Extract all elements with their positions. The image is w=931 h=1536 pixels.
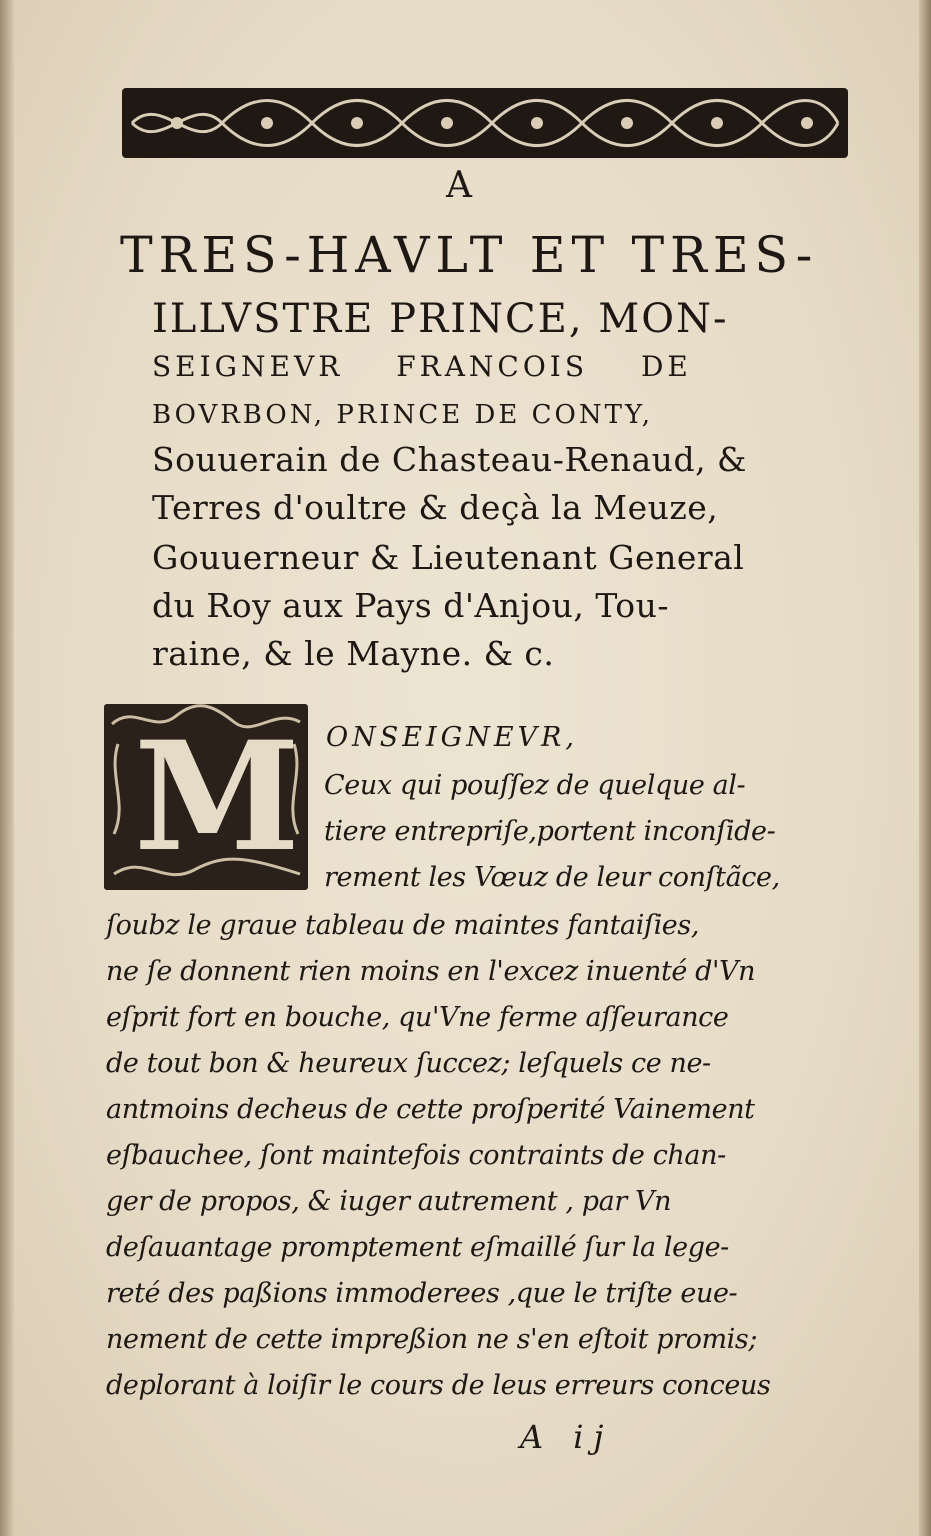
body-line-11: deſauantage promptement eſmaillé ſur la lege- [106,1232,729,1263]
heading-line-7: Gouuerneur & Lieutenant General [152,538,745,577]
body-line-8: antmoins decheus de cette proſperité Vainement [106,1094,755,1125]
heading-line-1: TRES-HAVLT ET TRES- [120,226,819,284]
body-line-9: eſbauchee, ſont maintefois contraints de chan- [106,1140,726,1171]
body-line-2: tiere entrepriſe,portent inconſide- [324,816,776,847]
body-line-5: ne ſe donnent rien moins en l'excez inuenté d'Vn [106,956,756,987]
heading-line-2: ILLVSTRE PRINCE, MON- [152,296,729,342]
heading-prefix: A [446,165,474,206]
body-line-4: ſoubz le graue tableau de maintes fantaiſies, [106,910,700,941]
body-line-1: Ceux qui pouſſez de quelque al- [324,770,746,801]
page-gutter [0,0,14,1536]
heading-line-8: du Roy aux Pays d'Anjou, Tou- [152,586,670,625]
heading-line-5: Souuerain de Chasteau-Renaud, & [152,440,747,479]
body-line-13: nement de cette impreßion ne s'en eſtoit promis; [106,1324,758,1355]
heading-line-3: SEIGNEVR FRANCOIS DE [152,350,692,383]
body-line-14: deplorant à loiſir le cours de leus erreurs conceus [106,1370,771,1401]
body-line-3: rement les Vœuz de leur conſtãce, [324,862,780,893]
body-line-12: reté des paßions immoderees ,que le triſte eue- [106,1278,738,1309]
ornamental-headpiece [122,88,848,158]
heading-line-4: BOVRBON, PRINCE DE CONTY, [152,400,654,430]
body-line-7: de tout bon & heureux ſuccez; leſquels ce ne- [106,1048,711,1079]
heading-line-9: raine, & le Mayne. & c. [152,634,555,673]
salutation: ONSEIGNEVR, [326,722,578,753]
signature-mark: A ij [520,1418,614,1456]
decorated-initial [104,704,308,890]
dropcap-letter: M [134,709,301,885]
heading-line-6: Terres d'oultre & deçà la Meuze, [152,488,719,527]
body-line-10: ger de propos, & iuger autrement , par Vn [106,1186,672,1217]
page-edge [919,0,931,1536]
body-line-6: eſprit fort en bouche, qu'Vne ferme aſſeurance [106,1002,729,1033]
